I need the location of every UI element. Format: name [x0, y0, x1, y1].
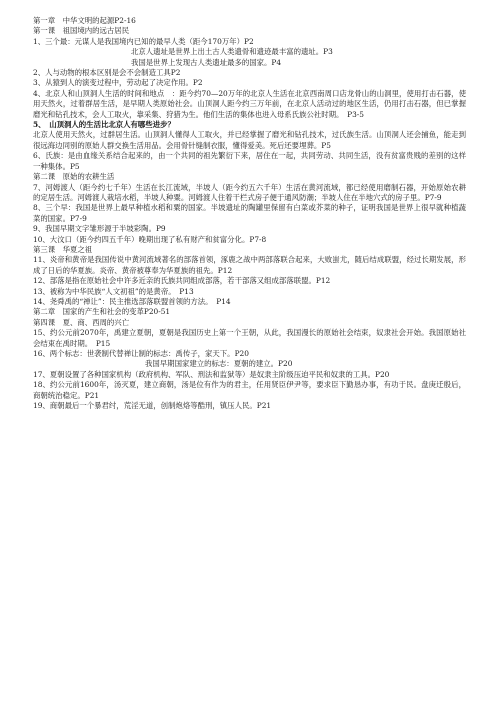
- line: 1、三个最：元谋人是我国境内已知的最早人类（距今170万年）P2: [33, 36, 254, 46]
- line: 17、夏朝设置了各种国家机构（政府机构、军队、刑法和监狱等）是奴隶主阶级压迫平民和奴隶的工具。P20: [33, 369, 390, 379]
- paragraph: 北京人使用天然火，过群居生活。山顶洞人懂得人工取火，并已经掌握了磨光和钻孔技术，过氏族生活。山顶洞人还会捕鱼，能走到很远海边同别的原始人群交换生活用品。会用骨针缝制衣服，懂得爱美。死后还要埋葬。P5: [33, 130, 466, 150]
- line: 2、人与动物的根本区别是会不会制造工具P2: [33, 68, 181, 78]
- paragraph: 15、约公元前2070年，禹建立夏朝，夏朝是我国历史上第一个王朝，从此，我国漫长的原始社会结束，奴隶社会开始。我国原始社会结束在禹时期。 P15: [33, 328, 466, 348]
- paragraph: 8、三个早：我国是世界上最早种植水稻和粟的国家。半坡遗址的陶罐里保留有白菜或芥菜的种子，证明我国是世界上很早就种植蔬菜的国家。P7-9: [33, 203, 466, 223]
- line: 第四课 夏、商、西周的兴亡: [33, 317, 130, 327]
- line: 第三课 华夏之祖: [33, 244, 93, 254]
- line: 13、被称为中华民族“人文初祖”的是黄帝。 P13: [33, 286, 194, 296]
- line: 3、从猿到人的演变过程中，劳动起了决定作用。P2: [33, 78, 203, 88]
- line: 16、两个标志：世袭制代替禅让制的标志：禹传子，家天下。P20: [33, 349, 249, 358]
- line: 9、我国早期文字雏形源于半坡彩陶。P9: [33, 224, 166, 234]
- line: 北京人遗址是世界上出土古人类遗骨和遗迹最丰富的遗址。P3: [131, 47, 333, 57]
- paragraph: 4、北京人和山顶洞人生活的时间和地点 ：距今约70—20万年的北京人生活在北京西南周口店龙骨山的山洞里，使用打击石器，使用天然火，过着群居生活，是早期人类原始社会。山顶洞人距今约三万年前，在北京人活动过的地区生活，仍用打击石器，但已掌握磨光和钻孔技术，会人工取火，靠采集、狩猎为生。他们生活的集体也进入母系氏族公社时期。 P3-5: [33, 88, 466, 119]
- line: 我国早期国家建立的标志：夏朝的建立。P20: [145, 359, 293, 369]
- paragraph: 6、氏族：是由血缘关系结合起来的，由一个共同的祖先繁衍下来，居住在一起，共同劳动、共同生活，没有贫富贵贱的差别的这样一种集体。P5: [33, 151, 466, 171]
- paragraph: 7、河姆渡人（距今约七千年）生活在长江流域，半坡人（距今约五六千年）生活在黄河流域，都已经使用磨制石器，开始原始农耕的定居生活。河姆渡人栽培水稻，半坡人种粟。河姆渡人住着干栏式房子便于通风防潮；半坡人住在半地穴式的房子里。P7-9: [33, 182, 466, 202]
- paragraph: 18、约公元前1600年，汤灭夏，建立商朝，汤是位有作为的君主，任用贤臣伊尹等，要求臣下勤恳办事，有功于民。盘庚迁殷后，商朝统治稳定。P21: [33, 380, 466, 400]
- paragraph: 11、炎帝和黄帝是我国传说中黄河流域著名的部落首领，涿鹿之战中两部落联合起来，大败蚩尤，随后结成联盟，经过长期发展，形成了日后的华夏族。炎帝、黄帝被尊奉为华夏族的祖先。P12: [33, 255, 466, 275]
- line: 19、商朝最后一个暴君纣，荒淫无道，创制炮烙等酷刑，镇压人民。P21: [33, 401, 272, 411]
- line: 第一章 中华文明的起源P2-16: [33, 16, 136, 25]
- line: 12、部落是指在原始社会中许多近亲的氏族共同组成部落，若干部落又组成部落联盟。P12: [33, 276, 331, 286]
- line: 第二章 国家的产生和社会的变革P20-51: [33, 307, 171, 317]
- line: 第一课 祖国境内的远古居民: [33, 26, 130, 36]
- line: 我国是世界上发现古人类遗址最多的国家。P4: [131, 57, 282, 67]
- line: 第二课 原始的农耕生活: [33, 172, 115, 182]
- line: 14、尧舜禹的“禅让”：民主推选部落联盟首领的方法。 P14: [33, 296, 231, 306]
- section-heading: 5、 山顶洞人的生活比北京人有哪些进步？: [33, 120, 175, 130]
- line: 10、大汶口（距今约四五千年）晚期出现了私有财产和贫富分化。P7-8: [33, 234, 267, 244]
